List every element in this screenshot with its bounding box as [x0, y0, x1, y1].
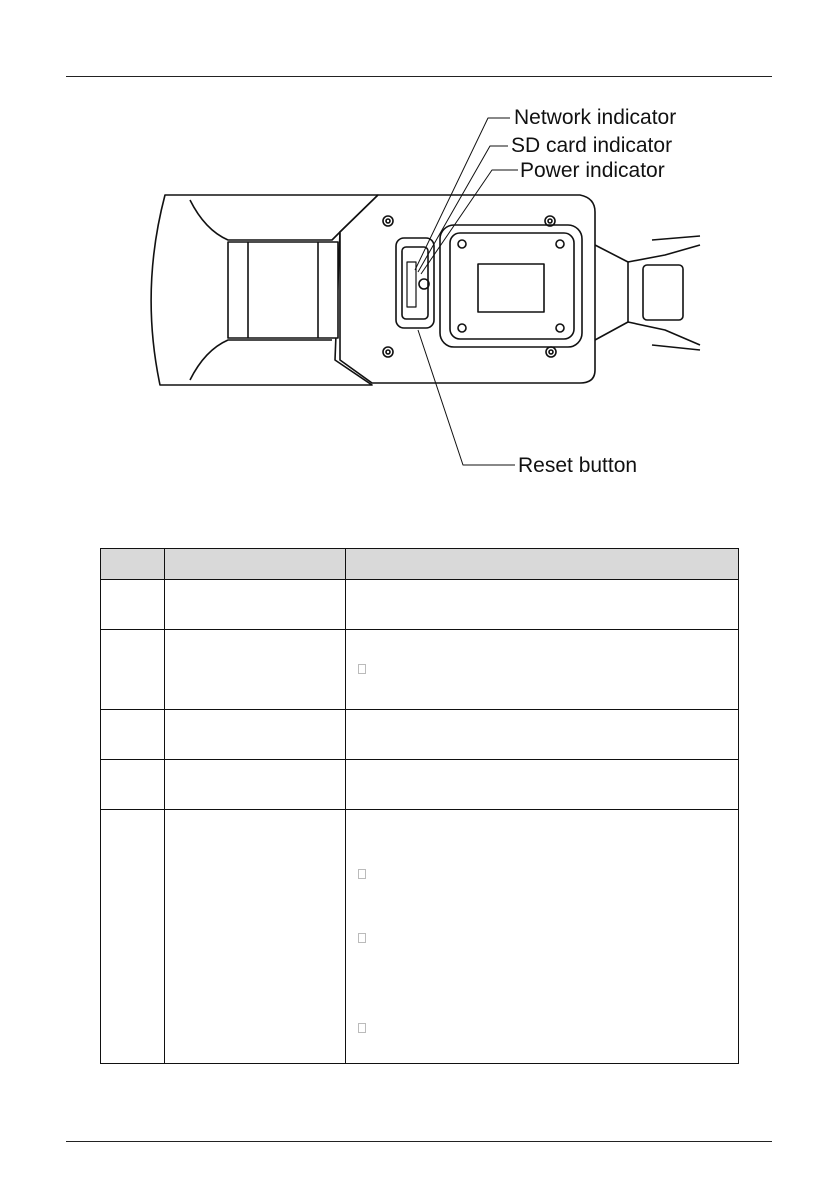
table-cell — [346, 630, 739, 710]
bullet-icon — [358, 933, 366, 943]
table-row — [101, 760, 739, 810]
spec-table — [100, 548, 739, 1064]
table-row — [101, 710, 739, 760]
table-cell — [346, 760, 739, 810]
table-cell — [101, 760, 165, 810]
table-cell — [101, 630, 165, 710]
table-cell — [165, 810, 346, 1064]
table-row — [101, 630, 739, 710]
table-cell — [346, 810, 739, 1064]
table-cell — [101, 580, 165, 630]
header-cell — [101, 549, 165, 580]
camera-diagram — [0, 0, 839, 520]
bullet-icon — [358, 869, 366, 879]
table-cell — [346, 580, 739, 630]
footer-rule — [66, 1141, 772, 1142]
bullet-icon — [358, 664, 366, 674]
power-indicator-label: Power indicator — [520, 159, 665, 182]
table-cell — [101, 710, 165, 760]
table-row — [101, 810, 739, 1064]
table-cell — [165, 630, 346, 710]
table-cell — [165, 710, 346, 760]
table-cell — [165, 580, 346, 630]
bullet-icon — [358, 1023, 366, 1033]
network-indicator-label: Network indicator — [514, 106, 677, 129]
table-cell — [101, 810, 165, 1064]
table-header-row — [101, 549, 739, 580]
header-cell — [165, 549, 346, 580]
table-cell — [346, 710, 739, 760]
bullet-camera-drawing — [0, 0, 839, 520]
header-cell — [346, 549, 739, 580]
sd-card-indicator-label: SD card indicator — [511, 134, 673, 157]
reset-button-label: Reset button — [518, 454, 638, 477]
table-cell — [165, 760, 346, 810]
table-row — [101, 580, 739, 630]
